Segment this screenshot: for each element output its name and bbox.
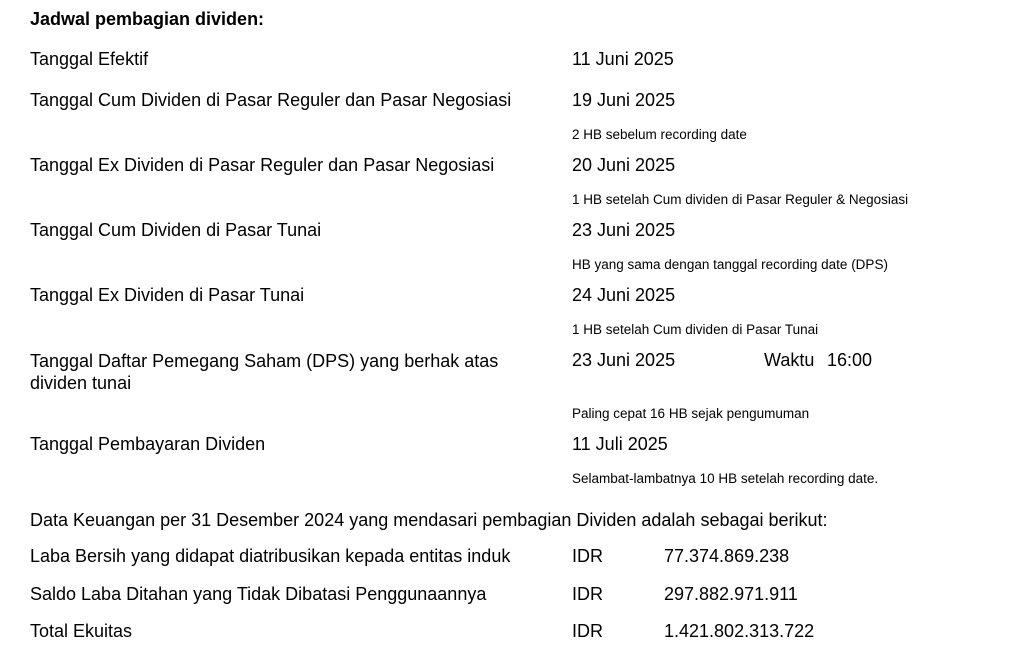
schedule-note-payment-date: Selambat-lambatnya 10 HB setelah recording date.: [572, 471, 879, 486]
financials-amount-retained-earnings: 297.882.971.911: [664, 584, 798, 604]
schedule-note-recording-date: Paling cepat 16 HB sejak pengumuman: [572, 406, 810, 421]
schedule-label-effective-date: Tanggal Efektif: [30, 49, 149, 69]
schedule-title: Jadwal pembagian dividen:: [30, 9, 265, 29]
schedule-label-payment-date: Tanggal Pembayaran Dividen: [30, 434, 266, 454]
schedule-value-ex-cash: 24 Juni 2025: [572, 285, 676, 305]
schedule-note-cum-regular: 2 HB sebelum recording date: [572, 127, 747, 142]
financials-currency-net-profit: IDR: [572, 546, 603, 566]
financials-intro: Data Keuangan per 31 Desember 2024 yang mendasari pembagian Dividen adalah sebagai berikut:: [30, 510, 828, 530]
financials-currency-retained-earnings: IDR: [572, 584, 603, 604]
financials-currency-total-equity: IDR: [572, 621, 603, 641]
financials-amount-total-equity: 1.421.802.313.722: [664, 621, 815, 641]
schedule-label-ex-regular: Tanggal Ex Dividen di Pasar Reguler dan Pasar Negosiasi: [30, 155, 495, 175]
schedule-time-value: 16:00: [827, 350, 873, 370]
schedule-time-label: Waktu: [764, 350, 815, 370]
financials-label-net-profit: Laba Bersih yang didapat diatribusikan kepada entitas induk: [30, 546, 511, 566]
schedule-note-cum-cash: HB yang sama dengan tanggal recording date (DPS): [572, 257, 888, 272]
schedule-note-ex-cash: 1 HB setelah Cum dividen di Pasar Tunai: [572, 322, 819, 337]
financials-label-retained-earnings: Saldo Laba Ditahan yang Tidak Dibatasi Penggunaannya: [30, 584, 487, 604]
financials-label-total-equity: Total Ekuitas: [30, 621, 133, 641]
schedule-value-ex-regular: 20 Juni 2025: [572, 155, 676, 175]
schedule-value-payment-date: 11 Juli 2025: [572, 434, 668, 454]
schedule-value-cum-regular: 19 Juni 2025: [572, 90, 676, 110]
schedule-label-cum-regular: Tanggal Cum Dividen di Pasar Reguler dan Pasar Negosiasi: [30, 90, 512, 110]
schedule-label-recording-date: Tanggal Daftar Pemegang Saham (DPS) yang berhak atas dividen tunai: [30, 351, 499, 393]
schedule-value-recording-date: 23 Juni 2025: [572, 350, 676, 370]
schedule-note-ex-regular: 1 HB setelah Cum dividen di Pasar Reguler & Negosiasi: [572, 192, 909, 207]
schedule-value-cum-cash: 23 Juni 2025: [572, 220, 676, 240]
schedule-label-ex-cash: Tanggal Ex Dividen di Pasar Tunai: [30, 285, 305, 305]
schedule-label-cum-cash: Tanggal Cum Dividen di Pasar Tunai: [30, 220, 322, 240]
financials-amount-net-profit: 77.374.869.238: [664, 546, 790, 566]
schedule-value-effective-date: 11 Juni 2025: [572, 49, 674, 69]
